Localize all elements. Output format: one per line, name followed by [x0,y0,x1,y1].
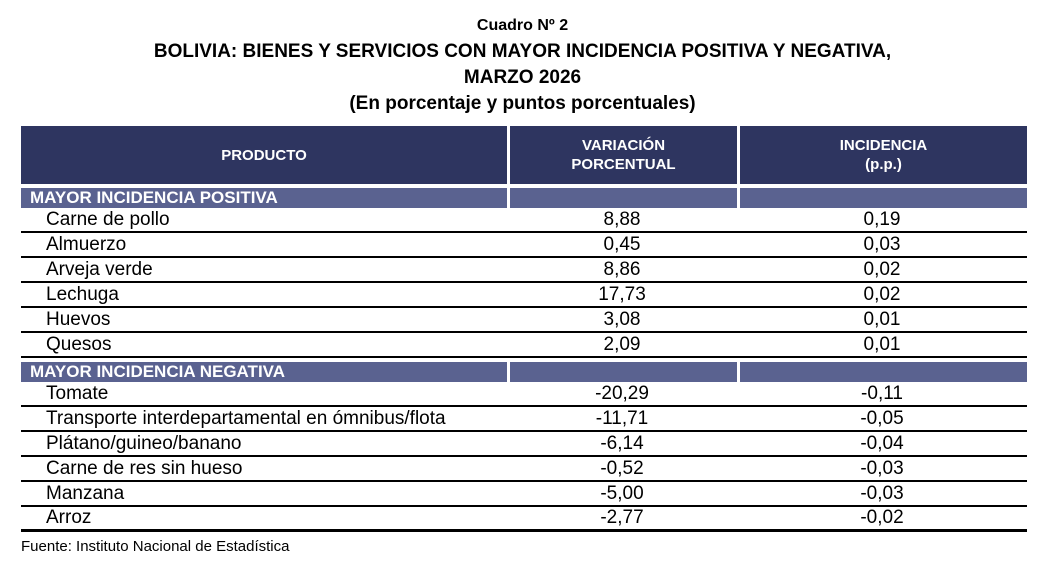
variacion-cell: 8,88 [507,208,737,233]
table-row [21,233,1027,258]
incidence-table [21,126,1027,532]
variacion-cell: -11,71 [507,407,737,432]
variacion-cell: -0,52 [507,457,737,482]
product-cell: Arroz [21,507,507,532]
product-cell: Carne de pollo [21,208,507,233]
table-row [21,432,1027,457]
incidencia-cell: 0,01 [737,308,1027,333]
section-header-row [21,184,1027,208]
variacion-cell: 17,73 [507,283,737,308]
table-title-line1: BOLIVIA: BIENES Y SERVICIOS CON MAYOR INCIDENCIA POSITIVA Y NEGATIVA, [153,41,892,62]
incidencia-cell: 0,02 [737,283,1027,308]
section-label: MAYOR INCIDENCIA POSITIVA [21,184,507,208]
column-header-variacion-line2: PORCENTUAL [571,156,676,173]
section-label: MAYOR INCIDENCIA NEGATIVA [21,358,507,382]
incidencia-cell: 0,01 [737,333,1027,358]
title-block [0,0,1045,117]
table-title-line2: MARZO 2026 [463,67,582,88]
variacion-cell: 2,09 [507,333,737,358]
column-header-producto [21,126,507,184]
column-header-variacion-line1: VARIACIÓN [581,137,666,154]
column-header-variacion [507,126,737,184]
product-cell: Quesos [21,333,507,358]
product-cell: Almuerzo [21,233,507,258]
table-row [21,208,1027,233]
header-row [21,126,1027,184]
incidencia-cell: -0,04 [737,432,1027,457]
variacion-cell: -6,14 [507,432,737,457]
table-header [21,126,1027,184]
source-note: Fuente: Instituto Nacional de Estadística [21,538,290,555]
incidencia-cell: -0,05 [737,407,1027,432]
variacion-cell: -20,29 [507,382,737,407]
product-cell: Lechuga [21,283,507,308]
table-row [21,258,1027,283]
product-cell: Arveja verde [21,258,507,283]
product-cell: Plátano/guineo/banano [21,432,507,457]
incidencia-cell: 0,02 [737,258,1027,283]
variacion-cell: -5,00 [507,482,737,507]
table-body [21,184,1027,532]
section-empty-incidencia-cell [737,184,1027,208]
table-row [21,283,1027,308]
product-cell: Manzana [21,482,507,507]
incidencia-cell: -0,11 [737,382,1027,407]
variacion-cell: 3,08 [507,308,737,333]
column-header-incidencia-line1: INCIDENCIA [839,137,928,154]
section-empty-variacion-cell [507,184,737,208]
product-cell: Huevos [21,308,507,333]
table-row [21,457,1027,482]
column-header-producto-label: PRODUCTO [221,146,307,164]
table-row [21,382,1027,407]
table-row [21,333,1027,358]
product-cell: Carne de res sin hueso [21,457,507,482]
product-cell: Transporte interdepartamental en ómnibus/flota [21,407,507,432]
table-row [21,482,1027,507]
column-header-incidencia-line2: (p.p.) [865,156,902,173]
incidencia-cell: 0,19 [737,208,1027,233]
variacion-cell: -2,77 [507,507,737,532]
table-row [21,407,1027,432]
table-row [21,308,1027,333]
section-empty-variacion-cell [507,358,737,382]
product-cell: Tomate [21,382,507,407]
section-empty-incidencia-cell [737,358,1027,382]
incidencia-cell: 0,03 [737,233,1027,258]
incidencia-cell: -0,03 [737,482,1027,507]
table-number: Cuadro Nº 2 [476,17,569,34]
variacion-cell: 0,45 [507,233,737,258]
section-header-row [21,358,1027,382]
column-header-incidencia [737,126,1027,184]
variacion-cell: 8,86 [507,258,737,283]
incidencia-cell: -0,02 [737,507,1027,532]
table-subtitle: (En porcentaje y puntos porcentuales) [349,93,696,114]
incidencia-cell: -0,03 [737,457,1027,482]
table-row [21,507,1027,532]
